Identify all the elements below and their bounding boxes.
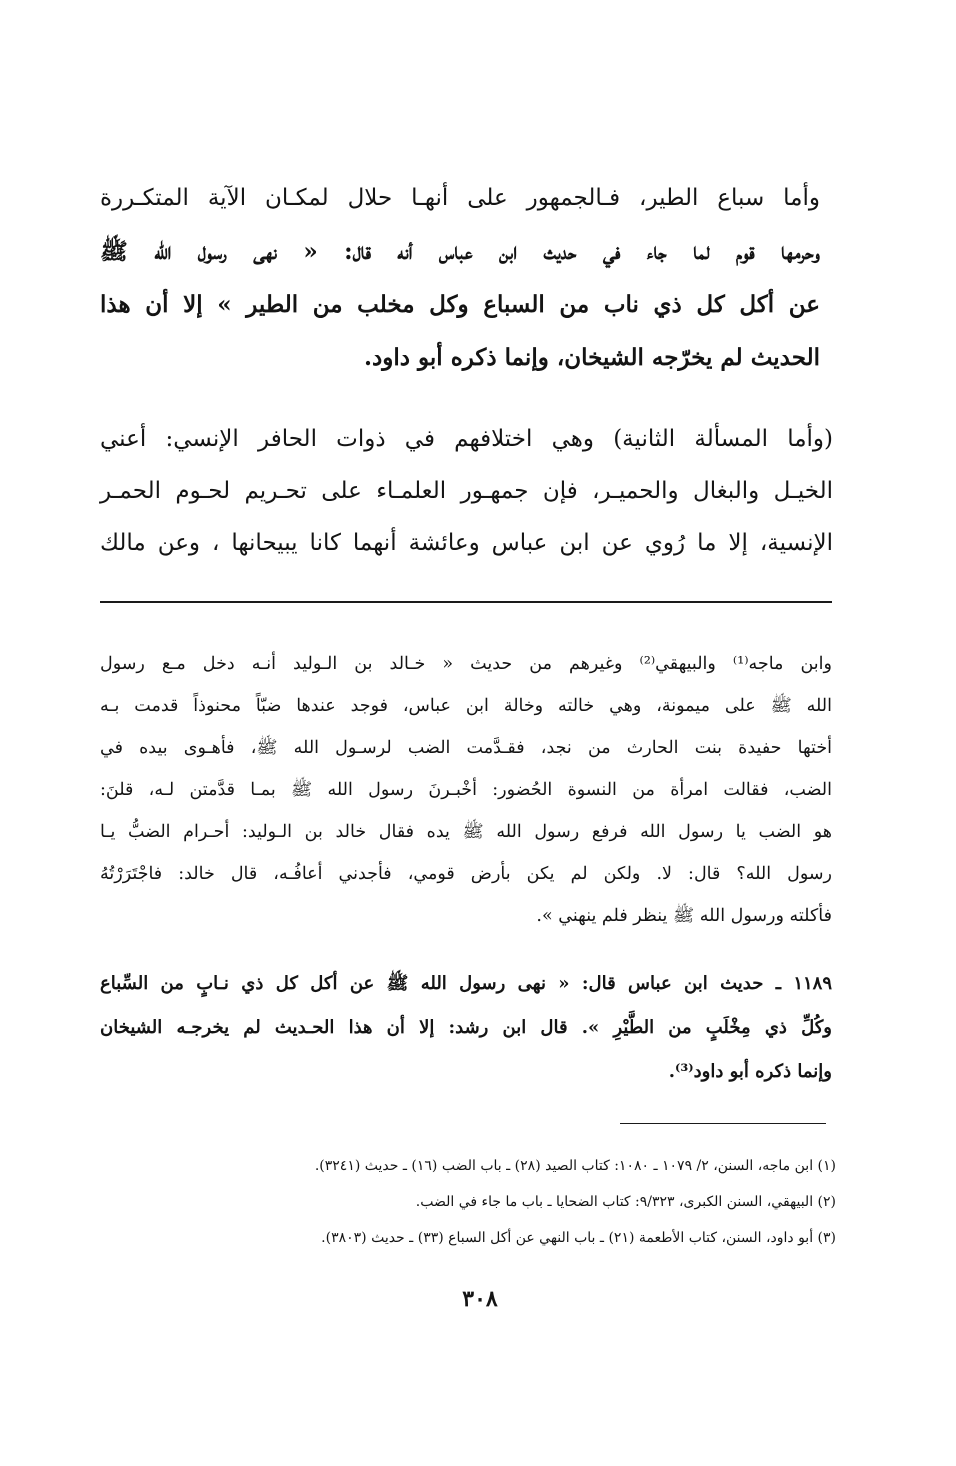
text-line: ١١٨٩ ـ حديث ابن عباس قال: « نهى رسول الله ﷺ عن أكل كل ذي نـابٍ من السِّباع [100, 973, 832, 994]
text-line: وإنما ذكره أبو داود⁽³⁾. [668, 1061, 832, 1082]
text-line: الخيـل والبغال والحميـر، فإن جمهـور العلمـاء على تحـريم لحـوم الحمـر [100, 478, 833, 504]
main-paragraph-2 [100, 413, 833, 569]
text-line: هو الضب يا رسول الله فرفع رسول الله ﷺ يده فقال خالد بن الـوليد: أحـرام الضبُّ يـا [100, 822, 832, 842]
commentary-paragraph [100, 643, 832, 937]
text-line: وأما سباع الطير، فـالجمهور على أنهـا حلال لمكـان الآية المتكـررة [100, 185, 820, 211]
main-paragraph-1 [100, 172, 820, 384]
text-line: الله ﷺ على ميمونة، وهي خالته وخالة ابن عباس، فوجد عندها ضبّاً محنوذاً قدمت بـه [100, 696, 832, 716]
page-number: ٣٠٨ [462, 1286, 498, 1312]
footnote-divider [620, 1123, 826, 1124]
footnote-2: (٢) البيهقي، السنن الكبرى، ٩/٣٢٣: كتاب الضحايا ـ باب ما جاء في الضب. [415, 1194, 836, 1210]
text-line: (وأما المسألة الثانية) وهي اختلافهم في ذوات الحافر الإنسي: أعني [100, 426, 833, 452]
text-line: فأكلته ورسول الله ﷺ ينظر فلم ينهني ». [536, 906, 832, 926]
text-line: وكُلِّ ذي مِخْلَبٍ من الطَّيْرِ ». قال ابن رشد: إلا أن هذا الحـديث لم يخرجـه الشيخان [100, 1017, 832, 1038]
footnote-1: (١) ابن ماجه، السنن، ٢/ ١٠٧٩ ـ ١٠٨٠: كتاب الصيد (٢٨) ـ باب الضب (١٦) ـ حديث (٣٢٤١). [314, 1158, 836, 1174]
text-line: الضب، فقالت امرأة من النسوة الحُضور: أخْبـرنَ رسول الله ﷺ بمـا قدَّمتن لـه، قلنَ: [100, 780, 832, 800]
footnote-3: (٣) أبو داود، السنن، كتاب الأطعمة (٢١) ـ باب النهي عن أكل السباع (٣٣) ـ حديث (٣٨٠٣). [321, 1230, 836, 1246]
footnotes [76, 1148, 836, 1256]
text-line: وحرمها قوم لما جاء في حديث ابن عباس أنه قال: « نهى رسول الله ﷺ [100, 238, 820, 265]
text-line: الإنسية، إلا ما رُوي عن ابن عباس وعائشة أنهما كانا يبيحانها ، وعن مالك [100, 530, 833, 556]
text-line: وابن ماجه⁽¹⁾ والبيهقي⁽²⁾ وغيرهم من حديث « خـالد بن الـوليد أنـه دخل مـع رسول [100, 654, 832, 674]
main-text-divider [100, 601, 832, 603]
text-line: رسول الله؟ قال: لا. ولكن لم يكن بأرض قومي، فأجدني أعافُـه، قال خالد: فاجْتَرَرْتُهُ [100, 864, 832, 884]
text-line: الحديث لم يخرّجه الشيخان، وإنما ذكره أبو داود. [364, 344, 820, 371]
hadith-1189-paragraph [100, 962, 832, 1094]
text-line: عن أكل كل ذي ناب من السباع وكل مخلب من الطير » إلا أن هذا [100, 291, 820, 318]
text-line: أختها حفيدة بنت الحارث من نجد، فقـدَّمت الضب لرسـول الله ﷺ، فأهـوى بيده في [100, 738, 832, 758]
